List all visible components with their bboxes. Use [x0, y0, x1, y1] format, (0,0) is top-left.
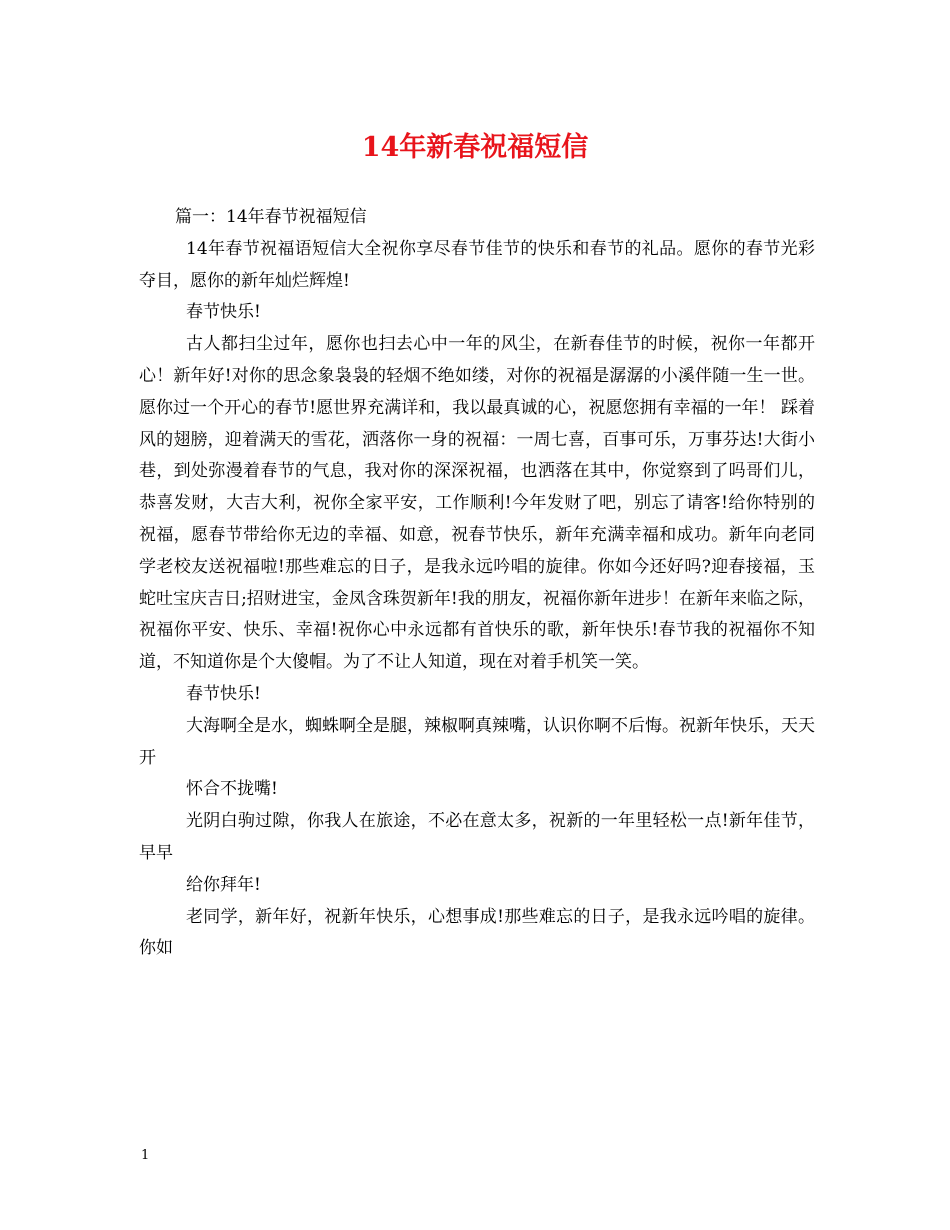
- document-body: [139, 202, 815, 965]
- paragraph: 春节快乐!: [186, 302, 261, 323]
- paragraph: 老同学，新年好，祝新年快乐，心想事成!那些难忘的日子，是我永远吟唱的旋律。你如: [139, 906, 815, 959]
- section-heading: 篇一：14年春节祝福短信: [175, 207, 367, 227]
- paragraph: 大海啊全是水，蜘蛛啊全是腿，辣椒啊真辣嘴，认识你啊不后悔。祝新年快乐，天天开: [139, 715, 815, 768]
- paragraph: 光阴白驹过隙，你我人在旅途，不必在意太多，祝新的一年里轻松一点!新年佳节，早早: [139, 811, 815, 863]
- page-number: 1: [141, 1148, 150, 1163]
- paragraph: 春节快乐!: [186, 683, 261, 704]
- paragraph: 怀合不拢嘴!: [186, 779, 278, 800]
- paragraph: 给你拜年!: [186, 874, 261, 895]
- paragraph: 古人都扫尘过年，愿你也扫去心中一年的风尘，在新春佳节的时候，祝你一年都开心！新年好!对你的思念象袅袅的轻烟不绝如缕，对你的祝福是潺潺的小溪伴随一生一世。 愿你过一个开心的春节!愿世界充满详和，我以最真诚的心，祝愿您拥有幸福的一年！ 踩着风的翅膀，迎着满天的雪花，洒落你一身的祝福：一周七喜，百事可乐，万事芬达!大街小巷，到处弥漫着春节的气息，我对你的深深祝福，也洒落在其中，你觉察到了吗哥们儿，恭喜发财，大吉大利，祝你全家平安，工作顺利!今年发财了吧，别忘了请客!给你特别的祝福，愿春节带给你无边的幸福、如意，祝春节快乐，新年充满幸福和成功。新年向老同学老校友送祝福啦!那些难忘的日子，是我永远吟唱的旋律。你如今还好吗?迎春接福，玉蛇吐宝庆吉日;招财进宝，金凤含珠贺新年!我的朋友，祝福你新年进步！在新年来临之际，祝福你平安、快乐、幸福!祝你心中永远都有首快乐的歌，新年快乐!春节我的祝福你不知道，不知道你是个大傻帽。为了不让人知道，现在对着手机笑一笑。: [139, 334, 815, 673]
- document-title: 14年新春祝福短信: [361, 132, 589, 163]
- paragraph: 14年春节祝福语短信大全祝你享尽春节佳节的快乐和春节的礼品。愿你的春节光彩夺目，愿你的新年灿烂辉煌!: [139, 238, 815, 291]
